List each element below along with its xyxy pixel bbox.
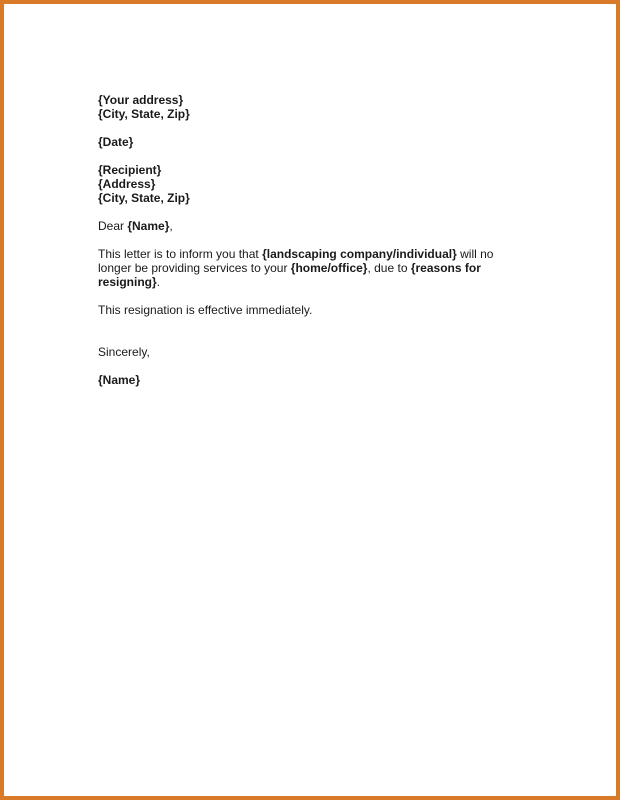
date-block (98, 135, 518, 149)
signature-name: {Name} (98, 373, 141, 387)
salutation (98, 219, 518, 233)
placeholder-reasons: {reasons for resigning} (98, 261, 481, 289)
sender-address: {Your address} (98, 93, 184, 107)
salutation-prefix: Dear (98, 219, 128, 233)
body-paragraph-1 (98, 247, 518, 289)
body-paragraph-2: This resignation is effective immediately. (98, 303, 313, 317)
body-text: . (156, 275, 161, 289)
sender-city-state-zip: {City, State, Zip} (98, 107, 190, 121)
sender-block (98, 93, 518, 121)
closing: Sincerely, (98, 345, 150, 359)
recipient-block (98, 163, 518, 205)
salutation-suffix: , (169, 219, 173, 233)
body-text: will no longer be providing services to your (98, 247, 494, 275)
recipient-address: {Address} (98, 177, 156, 191)
placeholder-company: {landscaping company/individual} (262, 247, 457, 261)
resignation-letter (98, 93, 518, 401)
body-text: This letter is to inform you that (98, 247, 263, 261)
letter-date: {Date} (98, 135, 134, 149)
spacer (98, 331, 518, 345)
placeholder-location: {home/office} (290, 261, 368, 275)
recipient-name: {Recipient} (98, 163, 162, 177)
body-text: , due to (367, 261, 411, 275)
salutation-name: {Name} (127, 219, 170, 233)
recipient-city-state-zip: {City, State, Zip} (98, 191, 190, 205)
